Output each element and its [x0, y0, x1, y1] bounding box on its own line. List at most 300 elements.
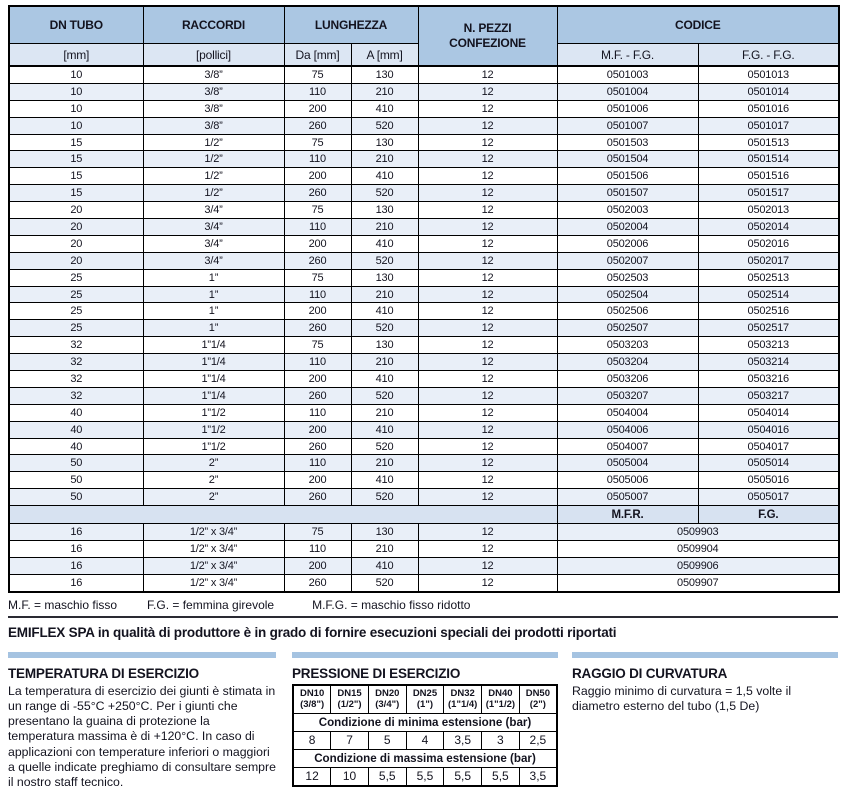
cell-codice-fg-fg: 0501517 [698, 185, 839, 202]
cell-codice-fg-fg: 0502516 [698, 303, 839, 320]
pressure-table-body [293, 713, 557, 786]
cell-pezzi: 12 [418, 235, 557, 252]
cell-codice-mf-fg: 0502507 [557, 320, 698, 337]
pressure-min-value: 8 [293, 731, 331, 749]
cell-codice-mf-fg: 0501007 [557, 117, 698, 134]
cell-a: 210 [351, 286, 418, 303]
table-row [9, 219, 839, 236]
cell-codice-fg-fg: 0505014 [698, 455, 839, 472]
product-table [8, 5, 840, 593]
cell-a: 130 [351, 202, 418, 219]
table-row [9, 574, 839, 591]
cell-pezzi: 12 [418, 185, 557, 202]
product-table-header [9, 6, 839, 66]
cell-dn: 50 [9, 489, 143, 506]
cell-dn: 10 [9, 100, 143, 117]
pressure-min-value: 5 [368, 731, 406, 749]
cell-raccordo: 1/2” [143, 134, 284, 151]
cell-pezzi: 12 [418, 83, 557, 100]
table-row [293, 749, 557, 767]
cell-codice-mf-fg: 0502006 [557, 235, 698, 252]
cell-a: 130 [351, 269, 418, 286]
cell-pezzi: 12 [418, 557, 557, 574]
pressure-col-header: DN32 (1"1/4) [444, 685, 482, 713]
cell-raccordo: 1/2” x 3/4” [143, 524, 284, 541]
pressure-min-value: 3,5 [444, 731, 482, 749]
cell-a: 210 [351, 541, 418, 558]
cell-a: 410 [351, 371, 418, 388]
cell-dn: 16 [9, 541, 143, 558]
pressure-max-value: 5,5 [482, 767, 520, 786]
cell-dn: 10 [9, 117, 143, 134]
cell-codice-fg-fg: 0503214 [698, 354, 839, 371]
cell-pezzi: 12 [418, 455, 557, 472]
main-table-body [9, 66, 839, 592]
cell-da: 110 [284, 404, 351, 421]
legend-mf: M.F. = maschio fisso [8, 597, 118, 612]
table-row [9, 151, 839, 168]
cell-codice-fg-fg: 0502517 [698, 320, 839, 337]
pressure-max-value: 5,5 [444, 767, 482, 786]
cell-da: 200 [284, 371, 351, 388]
cell-a: 410 [351, 557, 418, 574]
col-header-da: Da [mm] [284, 44, 351, 67]
cell-dn: 25 [9, 286, 143, 303]
cell-codice-fg-fg: 0501516 [698, 168, 839, 185]
cell-pezzi: 12 [418, 421, 557, 438]
cell-pezzi: 12 [418, 151, 557, 168]
col-header-mf-fg: M.F. - F.G. [557, 44, 698, 67]
cell-a: 520 [351, 117, 418, 134]
subheader-mfr: M.F.R. [557, 506, 698, 524]
table-row [9, 371, 839, 388]
table-row [9, 387, 839, 404]
cell-codice-fg-fg: 0504016 [698, 421, 839, 438]
cell-da: 200 [284, 557, 351, 574]
cell-a: 520 [351, 185, 418, 202]
cell-pezzi: 12 [418, 524, 557, 541]
table-row [9, 83, 839, 100]
cell-pezzi: 12 [418, 387, 557, 404]
pressure-col-header: DN10 (3/8") [293, 685, 331, 713]
cell-raccordo: 1/2” x 3/4” [143, 574, 284, 591]
divider-line [8, 616, 838, 618]
cell-da: 75 [284, 134, 351, 151]
cell-codice-mf-fg: 0505004 [557, 455, 698, 472]
cell-codice-mf-fg: 0501006 [557, 100, 698, 117]
cell-codice-fg-fg: 0505016 [698, 472, 839, 489]
cell-da: 260 [284, 252, 351, 269]
table-row [9, 252, 839, 269]
cell-raccordo: 2” [143, 489, 284, 506]
table-row [9, 354, 839, 371]
cell-raccordo: 1” [143, 303, 284, 320]
table-row [9, 269, 839, 286]
cell-dn: 10 [9, 66, 143, 83]
table-row [9, 421, 839, 438]
cell-da: 200 [284, 100, 351, 117]
cell-raccordo: 1” [143, 320, 284, 337]
section-title-pressione: PRESSIONE DI ESERCIZIO [292, 665, 461, 681]
cell-codice-mf-fg: 0502506 [557, 303, 698, 320]
cell-dn: 25 [9, 320, 143, 337]
table-row [9, 303, 839, 320]
section-title-raggio: RAGGIO DI CURVATURA [572, 665, 728, 681]
cell-dn: 20 [9, 219, 143, 236]
cell-dn: 50 [9, 455, 143, 472]
pressure-max-label: Condizione di massima estensione (bar) [293, 749, 557, 767]
cell-codice-fg-fg: 0501017 [698, 117, 839, 134]
cell-pezzi: 12 [418, 117, 557, 134]
cell-dn: 25 [9, 303, 143, 320]
cell-raccordo: 1” [143, 286, 284, 303]
cell-raccordo: 2” [143, 455, 284, 472]
cell-dn: 20 [9, 235, 143, 252]
cell-a: 520 [351, 252, 418, 269]
cell-a: 130 [351, 524, 418, 541]
cell-pezzi: 12 [418, 404, 557, 421]
cell-dn: 15 [9, 185, 143, 202]
cell-da: 110 [284, 455, 351, 472]
pressure-max-value: 3,5 [519, 767, 557, 786]
cell-da: 110 [284, 541, 351, 558]
cell-a: 210 [351, 404, 418, 421]
section-raggio [572, 652, 838, 791]
cell-codice-fg-fg: 0503217 [698, 387, 839, 404]
cell-dn: 40 [9, 421, 143, 438]
cell-pezzi: 12 [418, 66, 557, 83]
cell-raccordo: 1/2” [143, 168, 284, 185]
cell-codice-mf-fg: 0502004 [557, 219, 698, 236]
cell-raccordo: 3/8” [143, 117, 284, 134]
info-columns [8, 652, 838, 791]
table-row [9, 117, 839, 134]
cell-da: 260 [284, 489, 351, 506]
table-row [9, 168, 839, 185]
cell-codice-mf-fg: 0504007 [557, 438, 698, 455]
cell-codice-fg-fg: 0501014 [698, 83, 839, 100]
cell-pezzi: 12 [418, 438, 557, 455]
table-row [9, 185, 839, 202]
cell-raccordo: 3/4” [143, 219, 284, 236]
cell-a: 410 [351, 303, 418, 320]
table-row [9, 286, 839, 303]
cell-da: 260 [284, 438, 351, 455]
col-header-a: A [mm] [351, 44, 418, 67]
cell-da: 75 [284, 202, 351, 219]
pressure-max-value: 12 [293, 767, 331, 786]
cell-raccordo: 1/2” [143, 185, 284, 202]
cell-codice-mf-fg: 0501004 [557, 83, 698, 100]
table-row [9, 202, 839, 219]
pressure-col-header: DN20 (3/4") [368, 685, 406, 713]
pressure-col-header: DN50 (2") [519, 685, 557, 713]
cell-codice-fg-fg: 0505017 [698, 489, 839, 506]
col-header-codice: CODICE [557, 6, 839, 44]
cell-raccordo: 1/2” [143, 151, 284, 168]
cell-da: 110 [284, 286, 351, 303]
pressure-max-value: 5,5 [368, 767, 406, 786]
table-row [9, 134, 839, 151]
table-row [9, 455, 839, 472]
cell-dn: 15 [9, 134, 143, 151]
col-header-fg-fg: F.G. - F.G. [698, 44, 839, 67]
cell-raccordo: 1”1/4 [143, 337, 284, 354]
cell-dn: 20 [9, 252, 143, 269]
cell-a: 520 [351, 489, 418, 506]
cell-codice-mf-fg: 0505007 [557, 489, 698, 506]
cell-codice-fg-fg: 0502017 [698, 252, 839, 269]
cell-codice-fg-fg: 0503216 [698, 371, 839, 388]
cell-da: 260 [284, 117, 351, 134]
cell-codice-fg-fg: 0501513 [698, 134, 839, 151]
table-row [9, 337, 839, 354]
producer-statement: EMIFLEX SPA in qualità di produttore è in grado di fornire esecuzioni speciali dei prodotti riportati [8, 624, 617, 640]
cell-pezzi: 12 [418, 354, 557, 371]
table-row [9, 472, 839, 489]
cell-pezzi: 12 [418, 303, 557, 320]
pressure-max-value: 5,5 [406, 767, 444, 786]
cell-dn: 32 [9, 354, 143, 371]
section-title-temperatura: TEMPERATURA DI ESERCIZIO [8, 665, 199, 681]
cell-dn: 32 [9, 371, 143, 388]
cell-da: 75 [284, 524, 351, 541]
table-row [9, 100, 839, 117]
subheader-fg: F.G. [698, 506, 839, 524]
cell-dn: 16 [9, 557, 143, 574]
cell-da: 75 [284, 66, 351, 83]
cell-raccordo: 1/2” x 3/4” [143, 557, 284, 574]
cell-a: 410 [351, 168, 418, 185]
legend [8, 598, 838, 612]
col-header-pezzi: N. PEZZI CONFEZIONE [418, 6, 557, 66]
cell-pezzi: 12 [418, 320, 557, 337]
cell-a: 130 [351, 337, 418, 354]
cell-codice-fg-fg: 0501016 [698, 100, 839, 117]
subheader-blank [9, 506, 557, 524]
cell-codice-fg-fg: 0502016 [698, 235, 839, 252]
cell-da: 110 [284, 354, 351, 371]
pressure-col-header: DN15 (1/2") [331, 685, 369, 713]
cell-raccordo: 3/4” [143, 202, 284, 219]
cell-codice-fg-fg: 0501013 [698, 66, 839, 83]
col-header-dn-unit: [mm] [9, 44, 143, 67]
cell-dn: 20 [9, 202, 143, 219]
pressure-min-value: 3 [482, 731, 520, 749]
cell-a: 210 [351, 354, 418, 371]
cell-pezzi: 12 [418, 371, 557, 388]
cell-codice-mf-fg: 0502504 [557, 286, 698, 303]
cell-codice-mf-fg: 0503206 [557, 371, 698, 388]
cell-pezzi: 12 [418, 489, 557, 506]
cell-da: 260 [284, 185, 351, 202]
cell-codice-fg-fg: 0504014 [698, 404, 839, 421]
cell-raccordo: 3/4” [143, 252, 284, 269]
cell-a: 520 [351, 438, 418, 455]
cell-dn: 40 [9, 438, 143, 455]
cell-raccordo: 3/8” [143, 83, 284, 100]
cell-codice-mf-fg: 0501506 [557, 168, 698, 185]
cell-dn: 15 [9, 151, 143, 168]
cell-pezzi: 12 [418, 100, 557, 117]
pressure-table-header [293, 685, 557, 713]
cell-dn: 32 [9, 337, 143, 354]
section-body-temperatura: La temperatura di esercizio dei giunti è stimata in un range di -55°C +250°C. Per i giunti che presentano la guaina di protezione la temperatura massima è di +120°C. In caso di applicazioni con temperature inferiori o maggiori a quelle indicate preghiamo di consultare sempre il nostro staff tecnico. [8, 683, 276, 790]
cell-codice-fg-fg: 0502513 [698, 269, 839, 286]
cell-dn: 15 [9, 168, 143, 185]
cell-da: 110 [284, 83, 351, 100]
pressure-min-value: 4 [406, 731, 444, 749]
cell-a: 520 [351, 320, 418, 337]
cell-codice-fg-fg: 0502013 [698, 202, 839, 219]
cell-codice-ridotto: 0509907 [557, 574, 839, 591]
cell-pezzi: 12 [418, 269, 557, 286]
cell-pezzi: 12 [418, 134, 557, 151]
cell-codice-mf-fg: 0501504 [557, 151, 698, 168]
cell-pezzi: 12 [418, 168, 557, 185]
col-header-raccordi: RACCORDI [143, 6, 284, 44]
cell-da: 200 [284, 235, 351, 252]
col-header-dn-tubo: DN TUBO [9, 6, 143, 44]
cell-pezzi: 12 [418, 286, 557, 303]
section-temperatura [8, 652, 276, 791]
cell-raccordo: 1”1/4 [143, 371, 284, 388]
cell-pezzi: 12 [418, 252, 557, 269]
table-row [9, 489, 839, 506]
col-header-raccordi-unit: [pollici] [143, 44, 284, 67]
cell-codice-ridotto: 0509904 [557, 541, 839, 558]
cell-pezzi: 12 [418, 219, 557, 236]
table-row [9, 524, 839, 541]
cell-da: 260 [284, 320, 351, 337]
cell-a: 130 [351, 66, 418, 83]
cell-da: 200 [284, 303, 351, 320]
cell-codice-mf-fg: 0501503 [557, 134, 698, 151]
cell-raccordo: 1”1/4 [143, 354, 284, 371]
table-row [9, 404, 839, 421]
cell-codice-mf-fg: 0503203 [557, 337, 698, 354]
cell-codice-mf-fg: 0502007 [557, 252, 698, 269]
table-row [9, 438, 839, 455]
section-body-raggio: Raggio minimo di curvatura = 1,5 volte il diametro esterno del tubo (1,5 De) [572, 683, 792, 713]
cell-dn: 40 [9, 404, 143, 421]
cell-pezzi: 12 [418, 541, 557, 558]
cell-codice-ridotto: 0509903 [557, 524, 839, 541]
cell-a: 410 [351, 235, 418, 252]
table-row [293, 767, 557, 786]
cell-da: 200 [284, 421, 351, 438]
cell-codice-fg-fg: 0501514 [698, 151, 839, 168]
cell-a: 210 [351, 219, 418, 236]
cell-a: 410 [351, 100, 418, 117]
pressure-col-header: DN25 (1") [406, 685, 444, 713]
cell-raccordo: 3/4” [143, 235, 284, 252]
cell-codice-ridotto: 0509906 [557, 557, 839, 574]
cell-dn: 16 [9, 524, 143, 541]
table-row [9, 235, 839, 252]
section-bar [8, 652, 276, 658]
cell-a: 210 [351, 455, 418, 472]
subheader-row [9, 506, 839, 524]
cell-da: 75 [284, 269, 351, 286]
cell-codice-fg-fg: 0502514 [698, 286, 839, 303]
pressure-min-label: Condizione di minima estensione (bar) [293, 713, 557, 731]
cell-pezzi: 12 [418, 574, 557, 591]
cell-a: 410 [351, 421, 418, 438]
cell-raccordo: 1” [143, 269, 284, 286]
cell-a: 210 [351, 83, 418, 100]
table-row [9, 66, 839, 83]
cell-a: 210 [351, 151, 418, 168]
cell-raccordo: 1”1/2 [143, 438, 284, 455]
pressure-min-value: 2,5 [519, 731, 557, 749]
cell-da: 110 [284, 219, 351, 236]
cell-dn: 10 [9, 83, 143, 100]
cell-a: 520 [351, 574, 418, 591]
cell-pezzi: 12 [418, 337, 557, 354]
cell-codice-mf-fg: 0502003 [557, 202, 698, 219]
cell-raccordo: 1”1/4 [143, 387, 284, 404]
cell-raccordo: 2” [143, 472, 284, 489]
cell-codice-mf-fg: 0503207 [557, 387, 698, 404]
section-bar [572, 652, 838, 658]
cell-codice-mf-fg: 0501003 [557, 66, 698, 83]
section-pressione [292, 652, 558, 791]
cell-codice-mf-fg: 0504006 [557, 421, 698, 438]
cell-dn: 50 [9, 472, 143, 489]
cell-a: 520 [351, 387, 418, 404]
cell-codice-fg-fg: 0502014 [698, 219, 839, 236]
cell-raccordo: 3/8” [143, 100, 284, 117]
cell-da: 260 [284, 387, 351, 404]
cell-codice-fg-fg: 0504017 [698, 438, 839, 455]
cell-da: 260 [284, 574, 351, 591]
cell-da: 75 [284, 337, 351, 354]
cell-codice-mf-fg: 0501507 [557, 185, 698, 202]
table-row [9, 320, 839, 337]
cell-da: 200 [284, 472, 351, 489]
table-row [9, 557, 839, 574]
cell-raccordo: 1”1/2 [143, 404, 284, 421]
cell-dn: 25 [9, 269, 143, 286]
cell-da: 200 [284, 168, 351, 185]
cell-codice-mf-fg: 0504004 [557, 404, 698, 421]
cell-codice-mf-fg: 0502503 [557, 269, 698, 286]
pressure-max-value: 10 [331, 767, 369, 786]
legend-mfg: M.F.G. = maschio fisso ridotto [312, 597, 471, 612]
legend-fg: F.G. = femmina girevole [147, 597, 275, 612]
cell-raccordo: 1”1/2 [143, 421, 284, 438]
cell-pezzi: 12 [418, 202, 557, 219]
table-row [9, 541, 839, 558]
col-header-lunghezza: LUNGHEZZA [284, 6, 418, 44]
cell-a: 130 [351, 134, 418, 151]
pressure-min-value: 7 [331, 731, 369, 749]
cell-codice-fg-fg: 0503213 [698, 337, 839, 354]
table-row [293, 713, 557, 731]
section-bar [292, 652, 558, 658]
cell-pezzi: 12 [418, 472, 557, 489]
cell-a: 410 [351, 472, 418, 489]
cell-raccordo: 1/2” x 3/4” [143, 541, 284, 558]
cell-raccordo: 3/8” [143, 66, 284, 83]
cell-dn: 32 [9, 387, 143, 404]
pressure-col-header: DN40 (1"1/2) [482, 685, 520, 713]
pressure-table [292, 684, 558, 787]
cell-da: 110 [284, 151, 351, 168]
cell-codice-mf-fg: 0505006 [557, 472, 698, 489]
table-row [293, 731, 557, 749]
